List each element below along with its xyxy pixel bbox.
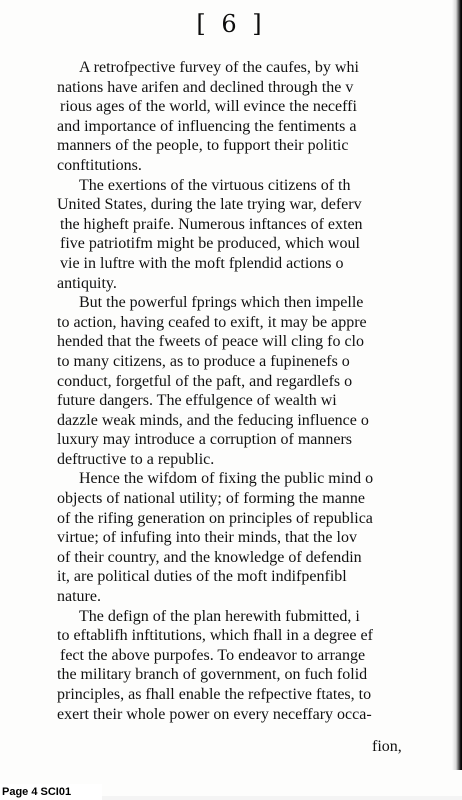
- text-line: of the rifing generation on principles of republica: [57, 509, 373, 527]
- text-line: fect the above purpofes. To endeavor to arrange: [60, 646, 366, 664]
- text-line: virtue; of infufing into their minds, that the lov: [57, 529, 357, 547]
- text-line: luxury may introduce a corruption of manners: [57, 431, 353, 449]
- page-number-header: [ 6 ]: [196, 10, 266, 38]
- text-line: A retrofpective furvey of the caufes, by whi: [79, 59, 359, 76]
- text-line: objects of national utility; of forming the manne: [57, 490, 365, 508]
- text-line: principles, as fhall enable the refpective ftates, to: [57, 686, 372, 703]
- text-line: nations have arifen and declined through the v: [57, 78, 354, 96]
- text-line: nature.: [57, 588, 101, 606]
- text-line: vie in luftre with the moft fplendid actions o: [60, 254, 344, 272]
- text-line: conduct, forgetful of the paft, and regardlefs o: [57, 372, 353, 390]
- text-line: five patriotifm might be produced, which woul: [60, 235, 360, 253]
- text-line: the higheft praife. Numerous inftances of exten: [60, 215, 363, 233]
- text-line: exert their whole power on every neceffary occa-: [57, 705, 372, 723]
- text-line: conftitutions.: [57, 156, 142, 174]
- footer-strip: [100, 796, 462, 800]
- text-line: The exertions of the virtuous citizens of th: [79, 176, 351, 194]
- text-line: The defign of the plan herewith fubmitted, i: [79, 607, 360, 625]
- text-line: to action, having ceafed to exift, it may be appre: [57, 313, 367, 331]
- text-line: dazzle weak minds, and the feducing influence o: [57, 411, 369, 429]
- text-line: manners of the people, to fupport their politic: [57, 137, 349, 155]
- text-line: and importance of influencing the fentiments a: [57, 117, 357, 135]
- text-line: antiquity.: [57, 274, 117, 292]
- text-line: Hence the wifdom of fixing the public mind o: [79, 470, 374, 488]
- page-footer-label: Page 4 SCI01: [0, 784, 102, 800]
- text-line: United States, during the late trying war, deferv: [57, 196, 362, 214]
- body-text: [57, 58, 462, 724]
- text-line: the military branch of government, on fuch folid: [57, 666, 368, 684]
- text-line: future dangers. The effulgence of wealth wi: [57, 392, 337, 410]
- text-line: deftructive to a republic.: [57, 450, 215, 468]
- text-line: to eftablifh inftitutions, which fhall in a degree ef: [57, 627, 373, 645]
- catchword: fion,: [372, 738, 402, 755]
- text-line: But the powerful fprings which then impelle: [79, 294, 364, 312]
- text-line: rious ages of the world, will evince the neceffi: [60, 98, 357, 116]
- text-line: it, are political duties of the moft indifpenfibl: [57, 568, 347, 586]
- text-line: to many citizens, as to produce a fupinenefs o: [57, 352, 350, 370]
- text-line: hended that the fweets of peace will cling fo clo: [57, 333, 364, 351]
- text-line: of their country, and the knowledge of defendin: [57, 548, 362, 566]
